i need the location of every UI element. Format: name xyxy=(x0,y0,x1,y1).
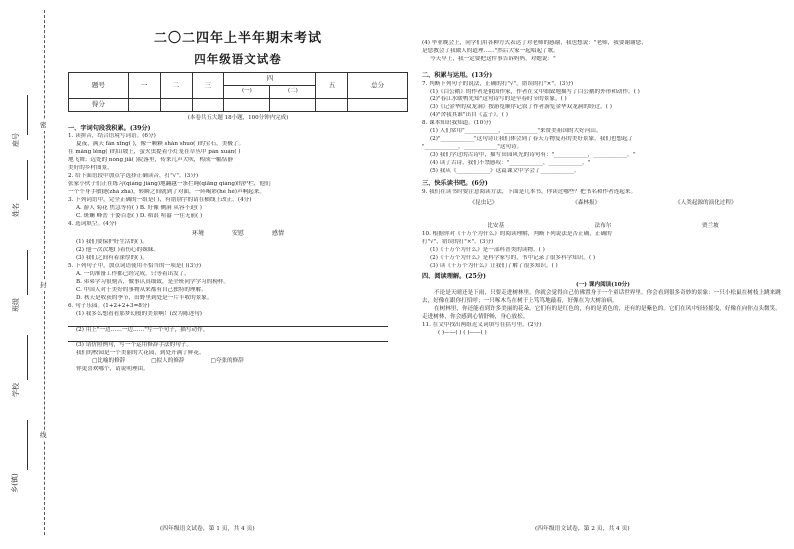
seal-char: 线 xyxy=(40,431,47,439)
question-line: 地飞舞；远处的 nóng jiā( )院落里，传来几声犬吠，构成一幅恬静 xyxy=(68,157,233,164)
question-line: (2) 他一次次地( )着伤心的妹妹。 xyxy=(76,247,159,254)
seal-dashed-line xyxy=(44,10,45,535)
option-line: D. 秋天是收获的季节，田野里到处是一片丰收的景象。 xyxy=(76,294,213,301)
question-line: (3) 请仿照例句，写一个运用修辞手法的句子。 xyxy=(76,342,192,349)
book-title: 《昆虫记》 xyxy=(469,199,498,206)
question-line: (3)《记金华的双龙洞》按游览顺序记叙了作者游览金华双龙洞的经过。( ) xyxy=(430,104,612,111)
fill-line xyxy=(27,420,28,470)
question-line: 今天早上，我一定要把这件事告诉妈妈，对她说：" xyxy=(430,55,556,62)
question-line: (1) 人们常用"____________，____________"来赞美祖国的大好河山。 xyxy=(430,128,602,135)
question-line: 打"√"，错误的打"×"。(3分) xyxy=(422,239,494,246)
score-header: 总分 xyxy=(348,72,408,98)
score-table xyxy=(68,72,408,112)
choice-option[interactable]: □比喻的修辞 xyxy=(92,358,126,365)
binding-label: 姓名 xyxy=(12,202,21,217)
score-cell[interactable] xyxy=(192,98,224,111)
reading-paragraph: 不论是天晴还是下雨，只要走进树林里，你就会觉得自己仿佛置身于一个童话世界里。你会看到很多奇妙的景象：一只小松鼠在树枝上跳来跳去，好像在跟你打招呼；一只啄木鸟在树干上笃笃地敲着，好像在为大树治病。 xyxy=(422,289,781,304)
page-footer: (四年级语文试卷，第 1 页，共 4 页) xyxy=(160,526,255,532)
binding-label: 班级 xyxy=(12,297,21,312)
question-line: (1) 我们要保护好生活的( )。 xyxy=(76,239,148,246)
question-line: (2)"____________"这句诗让我们体会到了春天万物复苏的美好景象，我们也想起了 xyxy=(430,136,634,143)
score-cell[interactable] xyxy=(128,98,160,111)
binding-label: 学校 xyxy=(12,382,21,397)
question-line: "____________，____________"这句诗。 xyxy=(422,144,523,151)
fill-line xyxy=(27,95,28,135)
left-column xyxy=(68,8,408,374)
question-line: 我们的校园是一个美丽的大花园，到处开满了鲜花。 xyxy=(76,350,205,357)
exam-subtitle: 四年级语文试卷 xyxy=(194,52,282,67)
question-line: 张家小伙子们正在练习(qiáng jiàng)地翻越一条拦绳(qiāng qiàng)的护栏，他们 xyxy=(68,181,271,187)
binding-label: 乡(镇) xyxy=(10,473,19,493)
choice-options xyxy=(68,358,408,366)
reading-title: (一) 课内阅读(10分) xyxy=(576,281,630,288)
section-heading: 三、快乐读书吧。(6分) xyxy=(422,179,488,187)
exam-title: 二〇二四年上半年期末考试 xyxy=(153,31,322,46)
score-subheader: (一) xyxy=(224,85,270,98)
answer-line[interactable] xyxy=(68,334,388,342)
seal-char: 封 xyxy=(40,281,47,289)
book-author: 法布尔 xyxy=(594,222,612,229)
question-line: 9. 我们在读书时要注意阅读方法，下面是几本书，你读过哪些？把书名和作者连起来。 xyxy=(422,188,637,195)
score-header: 五 xyxy=(316,72,348,98)
question-line: 3. 下列词语中，完全正确的一组是( )，有错别字的请在横线上改正。(4分) xyxy=(68,196,252,203)
score-cell[interactable] xyxy=(348,98,408,111)
question-line: 7. 判断下列句子的说法，正确的打"√"，错误的打"×"。(3分) xyxy=(422,80,574,87)
binding-margin xyxy=(0,0,62,549)
word-choice: 安慰 xyxy=(231,229,244,237)
score-row-label: 得分 xyxy=(69,98,129,111)
choice-option[interactable]: □拟人的修辞 xyxy=(151,358,185,365)
word-choice: 感情 xyxy=(272,229,285,237)
question-line: 一个个身手敏捷(zhá zhà)，转瞬之间就到了对面，一阵喝彩(hè hè)声响起来。 xyxy=(68,188,265,195)
option-line: C. 中国人对于美好的事物从来都有自己独特的理解。 xyxy=(76,286,207,293)
option-line: A. 一切准备工作都已经完成，只等着出发了。 xyxy=(76,270,190,277)
exam-note: (本卷共五大题 18小题，100分钟内完成) xyxy=(187,114,289,121)
question-line: 6. 句子乐园。(1+2+2+3=8分) xyxy=(68,302,150,309)
book-titles xyxy=(422,200,784,208)
right-column xyxy=(422,40,784,338)
score-cell[interactable] xyxy=(316,98,348,111)
question-line: C. 斑斓 峰峦 千姿百态( ) D. 稻浪 喧嚣 一往无前( ) xyxy=(76,212,203,219)
question-line: 是您教会了我做人的道理……"然后大家一起唱起了歌。 xyxy=(422,47,559,54)
fill-line xyxy=(27,250,28,295)
score-cell[interactable] xyxy=(160,98,192,111)
word-choices xyxy=(68,230,408,239)
score-cell[interactable] xyxy=(224,98,270,111)
question-line: (3) 我们学过的古诗中，描写田园风光的诗句有："____________，____________。" xyxy=(430,152,636,159)
seal-char: 密 xyxy=(40,121,47,129)
question-line: 美好的乡村图景。 xyxy=(68,165,113,172)
book-authors xyxy=(422,223,784,231)
question-line: (3) 读《十万个为什么》让我们了解了很多知识。( ) xyxy=(430,263,558,270)
book-author: 比安基 xyxy=(487,222,505,229)
question-line: 11. 在文中找出两组近义词填写在括号里。(2分) xyxy=(422,321,542,328)
question-line: 10. 根据你对《十万个为什么》的阅读理解，判断下列说法是否正确，正确的 xyxy=(422,231,612,238)
score-header: 二 xyxy=(160,72,192,98)
question-line: (4) 毕业晚会上，同学们用各种方式表达了对老师的感谢，我也想说："老师，我要谢谢您， xyxy=(422,40,647,46)
question-line: 4. 选词填空。(4分) xyxy=(68,220,117,227)
score-header: 一 xyxy=(128,72,160,98)
question-line: A. 游人 菊花 焦急等待( ) B. 好像 侧洞 从容不迫( ) xyxy=(76,204,202,211)
question-line: (5) 我从《____________》这篇课文中学会了____________。 xyxy=(430,167,580,174)
page-footer: (四年级语文试卷，第 2 页，共 4 页) xyxy=(535,526,630,532)
section-heading: 二、积累与运用。(13分) xyxy=(422,71,493,79)
answer-blanks[interactable]: ( )——( ) ( )——( ) xyxy=(438,329,487,336)
question-line: 你更喜欢哪个，请说明理由。 xyxy=(76,366,149,373)
score-subheader: (二) xyxy=(270,85,316,98)
word-choice: 环境 xyxy=(191,229,204,237)
question-line: 2. 给下面语段中加点字选择正确读音，打"√"。(3分) xyxy=(68,173,199,180)
question-line: (4)"舍我其谁"出自《孟子》。( ) xyxy=(430,112,508,119)
book-author: 贾兰坡 xyxy=(701,222,719,229)
answer-line[interactable] xyxy=(68,319,388,327)
question-line: (2)"春江水暖鸭先知"这句诗写的是早春时节的景象。( ) xyxy=(430,96,567,103)
binding-label: 座号 xyxy=(12,132,21,147)
score-header: 四 xyxy=(224,72,316,85)
book-title: 《人类起源的演化过程》 xyxy=(675,199,737,206)
question-line: 1. 读拼音，结合语境写词语。(6分) xyxy=(68,133,156,140)
book-title: 《森林报》 xyxy=(572,199,601,206)
question-line: 在 mǎng lěng( )的山坡上，萤火虫提着小灯笼在草丛中 pán xuán( ) xyxy=(68,149,241,156)
option-line: B. 弟弟学习很刻苦，做事认真细致，是全班同学学习的榜样。 xyxy=(76,278,230,285)
reading-paragraph: 在树林里，你还能看到许多美丽的花朵。它们有的是红色的，有的是黄色的，还有的是紫色的。它们在风中轻轻摇曳，好像在向你点头微笑。走进树林，你会感到心情舒畅，身心放松。 xyxy=(422,305,781,320)
question-line: 夏夜，满天 fán xīng( )，像一颗颗 shǎn shuò( )的宝石，美极了。 xyxy=(76,141,245,148)
question-line: (1) 我多么想看看那梦幻般的美景啊！(改为陈述句) xyxy=(76,310,202,317)
fill-line xyxy=(27,335,28,380)
score-header: 三 xyxy=(192,72,224,98)
question-line: (2) 用上"一边……一边……"写一个句子，描写动作。 xyxy=(76,326,209,333)
question-line: (1)《十万个为什么》是一部科普类的读物。( ) xyxy=(430,247,545,254)
section-heading: 四、阅读理解。(25分) xyxy=(422,273,486,281)
choice-option[interactable]: □夸张的修辞 xyxy=(210,358,244,365)
question-line: (3) 我们之间有着深厚的( )。 xyxy=(76,255,148,262)
score-header: 题号 xyxy=(69,72,129,98)
question-line: 5. 下列句子中，加点词语使用不恰当的一项是( )(3分) xyxy=(68,262,202,269)
score-cell[interactable] xyxy=(270,98,316,111)
matching-space xyxy=(422,209,784,221)
fill-line xyxy=(27,160,28,200)
question-line: (2)《十万个为什么》是科学家写的，书中记录了很多科学知识。( ) xyxy=(430,255,596,262)
section-heading: 一、字词句段我积累。(39分) xyxy=(68,124,151,132)
question-line: (4) 读了古诗，我们不禁感叹："____________，____________。" xyxy=(430,159,591,166)
question-line: (1)《白公鹅》的作者是俄国作家，作者在文中细致地描写了白公鹅的外形和动作。( ) xyxy=(430,88,640,95)
question-line: 8. 课本知识我知道。(10分) xyxy=(422,120,491,127)
